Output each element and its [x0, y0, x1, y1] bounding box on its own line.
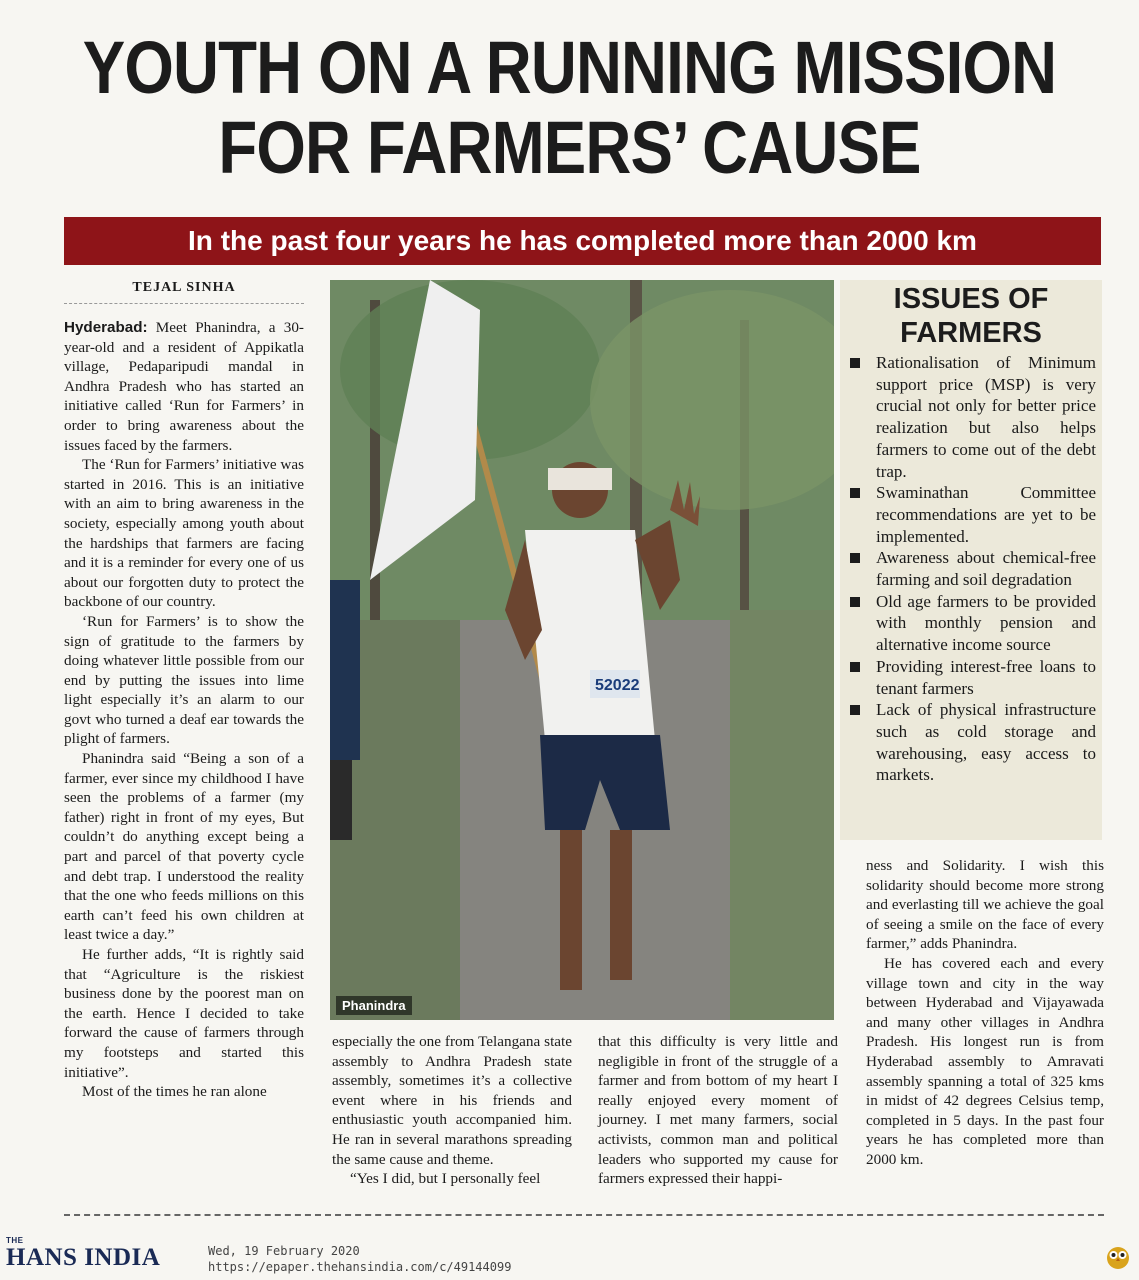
bullet-square-icon [850, 488, 860, 498]
bib-number: 52022 [595, 677, 640, 694]
article-column-3 [598, 1032, 838, 1189]
masthead-logo: THE HANS INDIA [6, 1236, 161, 1271]
edition-date: Wed, 19 February 2020 [208, 1244, 360, 1258]
article-paragraph: He has covered each and every village town and city in the way between Hyderabad and Vijayawada and many other villages in Andhra Pradesh. His longest run is from Hyderabad assembly to Amravati assembly spanning a total of 325 kms in midst of 42 degrees Celsius temp, completed in 5 days. In the past four years he has completed more than 2000 km. [866, 954, 1104, 1168]
issue-item: Providing interest-free loans to tenant farmers [840, 656, 1102, 699]
headline [80, 28, 1060, 188]
bullet-square-icon [850, 553, 860, 563]
headline-line-2: FOR FARMERS’ CAUSE [218, 106, 921, 189]
byline-rule [64, 303, 304, 304]
runner-illustration [330, 280, 834, 1020]
edition-info [208, 1243, 511, 1275]
article-column-4 [866, 856, 1104, 1170]
byline: TEJAL SINHA [132, 280, 236, 295]
article-paragraph: Phanindra said “Being a son of a farmer, ever since my childhood I have seen the problems of a farmer (my father) right in front of my eyes, But couldn’t do anything except being a part and parcel of that poverty cycle and debt trap. I understood the reality that the one who feeds millions on this earth can’t feed his own children at least twice a day.” [64, 750, 304, 944]
article-paragraph: especially the one from Telangana state assembly to Andhra Pradesh state assembly, sometimes it’s a collective event where in his friends and enthusiastic youth accompanied him. He ran in several marathons spreading the same cause and theme. [332, 1033, 572, 1168]
issue-item: Lack of physical infrastructure such as cold storage and warehousing, easy access to markets. [840, 699, 1102, 786]
bullet-square-icon [850, 705, 860, 715]
headline-line-1: YOUTH ON A RUNNING MISSION [82, 26, 1057, 109]
article-paragraph: ness and Solidarity. I wish this solidarity should become more strong and everlasting till we achieve the goal of seeing a smile on the face of every farmer,” adds Phanindra. [866, 857, 1104, 953]
issue-item: Old age farmers to be provided with monthly pension and alternative income source [840, 591, 1102, 656]
photo-caption: Phanindra [336, 996, 412, 1015]
article-column-2 [332, 1032, 572, 1189]
edition-url[interactable]: https://epaper.thehansindia.com/c/49144099 [208, 1260, 512, 1274]
article-column-1 [64, 318, 304, 1102]
article-paragraph: The ‘Run for Farmers’ initiative was started in 2016. This is an initiative with an aim to bring awareness in the society, especially among youth about the hardships that farmers are facing and it is a reminder for every one of us about our forgotten duty to protect the backbone of our country. [64, 456, 304, 611]
issue-item: Swaminathan Committee recommendations are yet to be implemented. [840, 482, 1102, 547]
bullet-square-icon [850, 358, 860, 368]
article-paragraph: Most of the times he ran alone [82, 1083, 267, 1101]
owl-icon [1104, 1242, 1132, 1270]
bullet-square-icon [850, 662, 860, 672]
runner-photo [330, 280, 834, 1020]
bullet-square-icon [850, 597, 860, 607]
bottom-rule [64, 1214, 1104, 1216]
sidebar-title: ISSUES OF FARMERS [893, 283, 1049, 349]
article-paragraph: “Yes I did, but I personally feel [350, 1170, 541, 1188]
issues-list [840, 352, 1102, 786]
article-paragraph: that this difficulty is very little and negligible in front of the struggle of a farmer and from bottom of my heart I really enjoyed every moment of journey. I met many farmers, social activists, common man and political leaders who supported my cause for farmers expressed their happi- [598, 1033, 838, 1188]
article-paragraph: He further adds, “It is rightly said that “Agriculture is the riskiest business done by the poorest man on the earth. Hence I decided to take forward the cause of farmers through my footsteps and started this initiative”. [64, 946, 304, 1081]
issue-item: Awareness about chemical-free farming and soil degradation [840, 547, 1102, 590]
issue-item: Rationalisation of Minimum support price (MSP) is very crucial not only for better price realization but also helps farmers to come out of the debt trap. [840, 352, 1102, 482]
issues-sidebar [840, 280, 1102, 840]
dateline: Hyderabad: [64, 319, 148, 336]
article-paragraph: ‘Run for Farmers’ is to show the sign of gratitude to the farmers by doing whatever little possible from our end by putting the issues into lime light especially it’s an alarm to our govt who turned a deaf ear towards the plight of farmers. [64, 612, 304, 748]
subheadline-banner: In the past four years he has completed more than 2000 km [64, 217, 1101, 265]
article-paragraph: Hyderabad: Meet Phanindra, a 30-year-old and a resident of Appikatla village, Pedaparipudi mandal in Andhra Pradesh who has started an initiative called ‘Run for Farmers’ in order to bring awareness about the issues faced by the farmers. [64, 319, 304, 454]
